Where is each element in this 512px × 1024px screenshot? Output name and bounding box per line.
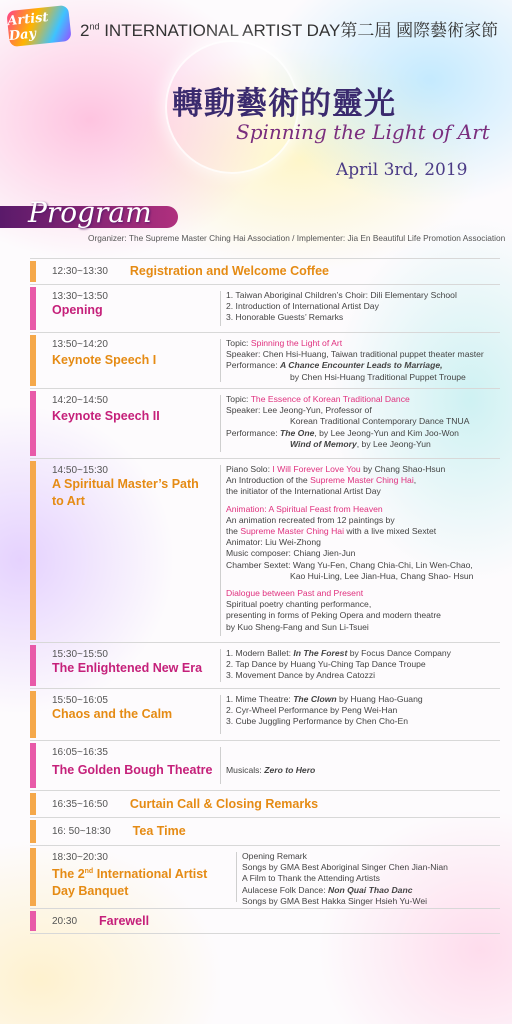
master-name: Supreme Master Ching Hai — [310, 475, 414, 486]
animation-line: with a live mixed Sextet — [344, 526, 437, 537]
speaker-line: Speaker: Lee Jeong-Yun, Professor of — [226, 405, 372, 416]
schedule-row-enlightened-era — [30, 642, 500, 688]
dance-title: Non Quai Thao Danc — [327, 884, 413, 895]
title-ordinal-sup: nd — [89, 21, 100, 32]
row-title: A Spiritual Master’s Path — [52, 477, 199, 491]
master-name: Supreme Master Ching Hai — [240, 526, 344, 537]
piano-piece: I Will Forever Love You — [272, 464, 361, 474]
row-title: The Golden Bough Theatre — [52, 763, 213, 777]
row-time: 14:20~14:50 — [52, 395, 108, 406]
animator-line: Animator: Liu Wei-Zhong — [226, 537, 321, 548]
schedule-row-farewell — [30, 908, 500, 934]
row-accent-strip — [30, 461, 36, 640]
schedule-row-spiritual-master — [30, 458, 500, 642]
column-divider — [220, 695, 221, 734]
schedule-row-keynote-2 — [30, 388, 500, 458]
logo-text: Artist Day — [6, 10, 50, 45]
schedule-row-keynote-1 — [30, 332, 500, 388]
schedule-row-curtain-call — [30, 790, 500, 817]
detail-line: 1. Mime Theatre: — [226, 694, 294, 704]
detail-line: by Focus Dance Company — [347, 648, 451, 658]
row-time: 15:50~16:05 — [52, 695, 108, 706]
piano-by: by Chang Shao-Hsun — [360, 464, 446, 474]
row-accent-strip — [30, 820, 36, 843]
row-title: Chaos and the Calm — [52, 707, 173, 721]
row-time: 16: 50~18:30 — [52, 826, 111, 837]
detail-line: 2. Tap Dance by Huang Yu-Ching Tap Dance Troupe — [226, 659, 426, 670]
row-details — [226, 290, 496, 324]
main-title-english: Spinning the Light of Art — [236, 120, 490, 144]
schedule-table — [30, 258, 500, 934]
row-title: Keynote Speech I — [52, 353, 157, 367]
row-time: 16:05~16:35 — [52, 747, 108, 758]
row-title: Curtain Call & Closing Remarks — [129, 796, 319, 811]
speaker-line: Speaker: Chen Hsi-Huang, Taiwan traditional puppet theater master — [226, 349, 484, 360]
main-title-chinese: 轉動藝術的靈光 — [172, 86, 396, 122]
performance-by: , by Lee Jeong-Yun and Kim Joo-Won — [314, 427, 459, 438]
row-accent-strip — [30, 848, 36, 906]
schedule-row-golden-bough — [30, 740, 500, 790]
row-accent-strip — [30, 391, 36, 456]
detail-line: 3. Honorable Guests’ Remarks — [226, 312, 344, 323]
intro-text: An Introduction of the — [226, 475, 311, 486]
piano-label: Piano Solo: — [226, 464, 273, 474]
row-title: Opening — [52, 303, 103, 317]
column-divider — [220, 291, 221, 326]
row-time: 12:30~13:30 — [52, 266, 108, 277]
topic-title: The Essence of Korean Traditional Dance — [250, 394, 410, 404]
banquet-title-sup: nd — [84, 868, 94, 875]
intro-text: , — [413, 475, 417, 486]
sextet-line: Kao Hui-Ling, Lee Jian-Hua, Chang Shao- Hsun — [290, 570, 474, 581]
row-accent-strip — [30, 793, 36, 815]
column-divider — [220, 465, 221, 636]
row-title: Tea Time — [132, 824, 186, 838]
detail-line: Aulacese Folk Dance: — [242, 884, 328, 895]
animation-line: An animation recreated from 12 paintings by — [226, 514, 395, 525]
row-title-continued: to Art — [52, 494, 85, 508]
intro-text: the initiator of the International Artist Day — [226, 486, 381, 497]
column-divider — [220, 649, 221, 682]
detail-line: 3. Movement Dance by Andrea Catozzi — [226, 670, 376, 681]
detail-line: 2. Cyr-Wheel Performance by Peng Wei-Han — [226, 705, 398, 716]
performance-label: Performance: — [226, 427, 280, 438]
row-details — [226, 338, 496, 383]
row-accent-strip — [30, 287, 36, 330]
row-details — [226, 394, 496, 450]
schedule-row-registration — [30, 258, 500, 284]
topic-label: Topic: — [226, 338, 251, 348]
column-divider — [220, 747, 221, 784]
row-time: 16:35~16:50 — [52, 798, 108, 810]
piece-title: The Clown — [293, 694, 337, 704]
row-title-continued: Day Banquet — [52, 884, 129, 899]
row-time: 15:30~15:50 — [52, 649, 108, 660]
event-date: April 3rd, 2019 — [336, 160, 468, 180]
performance-by: by Chen Hsi-Huang Traditional Puppet Troupe — [290, 371, 466, 382]
banquet-title: The 2 — [52, 867, 85, 882]
detail-line: 3. Cube Juggling Performance by Chen Cho-En — [226, 716, 409, 727]
performance-title: Wind of Memory — [290, 438, 357, 449]
animation-line: the — [226, 526, 241, 537]
row-title: The Enlightened New Era — [52, 661, 203, 675]
banquet-title: International Artist — [93, 867, 208, 882]
column-divider — [236, 852, 237, 902]
piece-title: In The Forest — [293, 648, 348, 658]
composer-line: Music composer: Chiang Jien-Jun — [226, 548, 356, 559]
row-accent-strip — [30, 645, 36, 686]
performance-by: , by Lee Jeong-Yun — [356, 438, 431, 449]
row-details — [226, 464, 496, 633]
row-time: 13:50~14:20 — [52, 339, 108, 350]
performance-label: Performance: — [226, 360, 280, 371]
row-time: 14:50~15:30 — [52, 465, 108, 476]
schedule-row-chaos-calm — [30, 688, 500, 740]
column-divider — [220, 395, 221, 452]
event-title — [80, 16, 510, 41]
sextet-line: Chamber Sextet: Wang Yu-Fen, Chang Chia-Chi, Lin Wen-Chao, — [226, 559, 473, 570]
row-details — [226, 694, 496, 728]
detail-line: Songs by GMA Best Aboriginal Singer Chen Jian-Nian — [242, 862, 448, 873]
performance-title: A Chance Encounter Leads to Marriage, — [279, 360, 443, 371]
organizer-line: Organizer: The Supreme Master Ching Hai Association / Implementer: Jia En Beautiful Life Promotion Association — [88, 233, 506, 243]
title-rest: INTERNATIONAL ARTIST DAY第二屆 國際藝術家節 — [99, 21, 499, 40]
title-ordinal: 2 — [80, 21, 90, 40]
row-details — [242, 851, 496, 907]
topic-label: Topic: — [226, 394, 251, 404]
row-title — [52, 863, 227, 883]
row-time: 13:30~13:50 — [52, 291, 108, 302]
row-accent-strip — [30, 335, 36, 386]
column-divider — [220, 339, 221, 382]
dialogue-heading: Dialogue between Past and Present — [226, 588, 364, 599]
detail-line: Songs by GMA Best Hakka Singer Hsieh Yu-Wei — [242, 895, 428, 906]
dialogue-line: Spiritual poetry chanting performance, — [226, 599, 372, 610]
speaker-line: Korean Traditional Contemporary Dance TNUA — [290, 416, 470, 427]
dialogue-line: by Kuo Sheng-Fang and Sun Li-Tsuei — [226, 621, 369, 632]
musical-label: Musicals: — [226, 765, 265, 775]
detail-line: by Huang Hao-Guang — [336, 694, 423, 704]
musical-title: Zero to Hero — [264, 765, 316, 775]
row-title: Registration and Welcome Coffee — [129, 264, 329, 278]
schedule-row-opening — [30, 284, 500, 332]
artist-day-logo — [6, 5, 71, 47]
row-title: Keynote Speech II — [52, 409, 160, 423]
animation-heading: Animation: A Spiritual Feast from Heaven — [226, 503, 383, 514]
row-details — [226, 765, 496, 776]
dialogue-line: presenting in forms of Peking Opera and modern theatre — [226, 610, 441, 621]
performance-title: The One — [279, 427, 315, 438]
program-heading: Program — [28, 196, 152, 229]
row-title: Farewell — [99, 913, 150, 928]
row-time: 20:30 — [52, 915, 78, 927]
row-accent-strip — [30, 743, 36, 788]
header — [0, 0, 512, 200]
topic-title: Spinning the Light of Art — [250, 338, 343, 348]
row-details — [226, 648, 496, 682]
row-accent-strip — [30, 691, 36, 738]
detail-line: 1. Taiwan Aboriginal Children’s Choir: Dili Elementary School — [226, 290, 457, 300]
row-accent-strip — [30, 911, 36, 931]
row-accent-strip — [30, 261, 36, 282]
detail-line: Opening Remark — [242, 851, 307, 861]
schedule-row-banquet — [30, 845, 500, 908]
row-time: 18:30~20:30 — [52, 852, 108, 863]
schedule-row-tea-time — [30, 817, 500, 845]
detail-line: 1. Modern Ballet: — [226, 648, 294, 658]
detail-line: 2. Introduction of International Artist Day — [226, 301, 379, 312]
detail-line: A Film to Thank the Attending Artists — [242, 873, 380, 884]
